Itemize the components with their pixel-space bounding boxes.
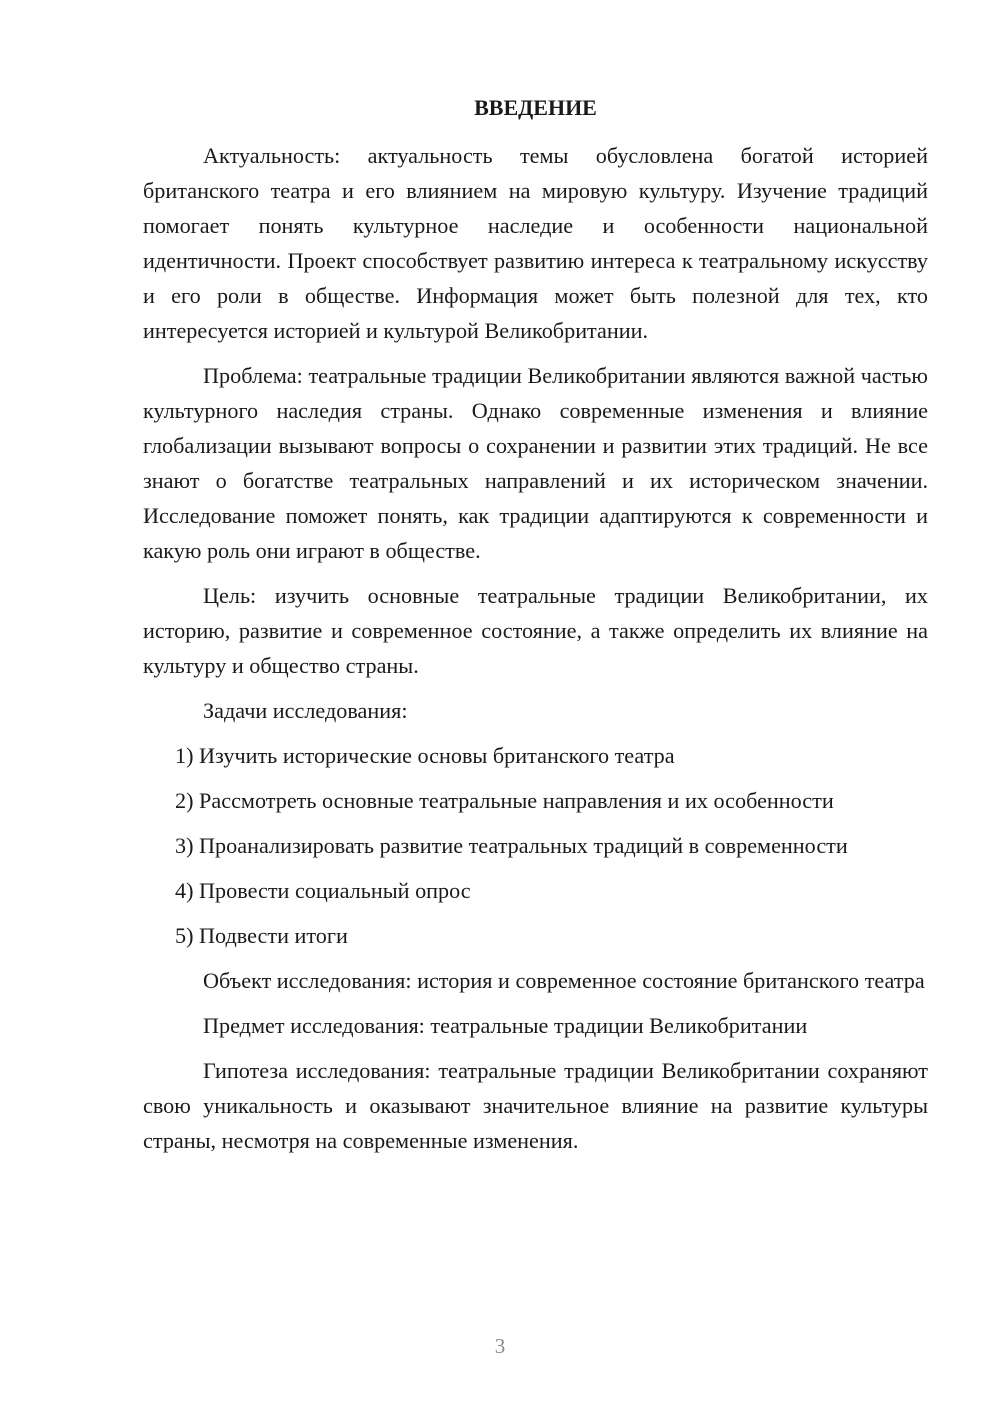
page-number: 3 xyxy=(494,1334,506,1358)
problem-paragraph: Проблема: театральные традиции Великобритании являются важной частью культурного наследия страны. Однако современные изменения и влияние глобализации вызывают вопросы о сохранении и развитии этих традиций. Не все знают о богатстве театральных направлений и их историческом значении. Исследование поможет понять, как традиции адаптируются к современности и какую роль они играют в обществе. xyxy=(143,363,928,563)
relevance-paragraph: Актуальность: актуальность темы обусловлена богатой историей британского театра и его влиянием на мировую культуру. Изучение традиций помогает понять культурное наследие и особенности национальной идентичности. Проект способствует развитию интереса к театральному искусству и его роли в обществе. Информация может быть полезной для тех, кто интересуется историей и культурой Великобритании. xyxy=(143,143,928,343)
task-item-1: 1) Изучить исторические основы британского театра xyxy=(175,743,675,768)
object-paragraph: Объект исследования: история и современное состояние британского театра xyxy=(203,968,925,993)
task-item-3: 3) Проанализировать развитие театральных традиций в современности xyxy=(175,833,848,858)
task-item-4: 4) Провести социальный опрос xyxy=(175,878,471,903)
task-item-5: 5) Подвести итоги xyxy=(175,923,348,948)
task-item-2: 2) Рассмотреть основные театральные направления и их особенности xyxy=(175,788,834,813)
document-body xyxy=(143,88,928,1168)
goal-paragraph: Цель: изучить основные театральные традиции Великобритании, их историю, развитие и современное состояние, а также определить их влияние на культуру и общество страны. xyxy=(143,583,928,678)
subject-paragraph: Предмет исследования: театральные традиции Великобритании xyxy=(203,1013,808,1038)
tasks-heading: Задачи исследования: xyxy=(203,698,408,723)
hypothesis-paragraph: Гипотеза исследования: театральные традиции Великобритании сохраняют свою уникальность и оказывают значительное влияние на развитие культуры страны, несмотря на современные изменения. xyxy=(143,1058,928,1153)
section-title: ВВЕДЕНИЕ xyxy=(474,95,597,120)
